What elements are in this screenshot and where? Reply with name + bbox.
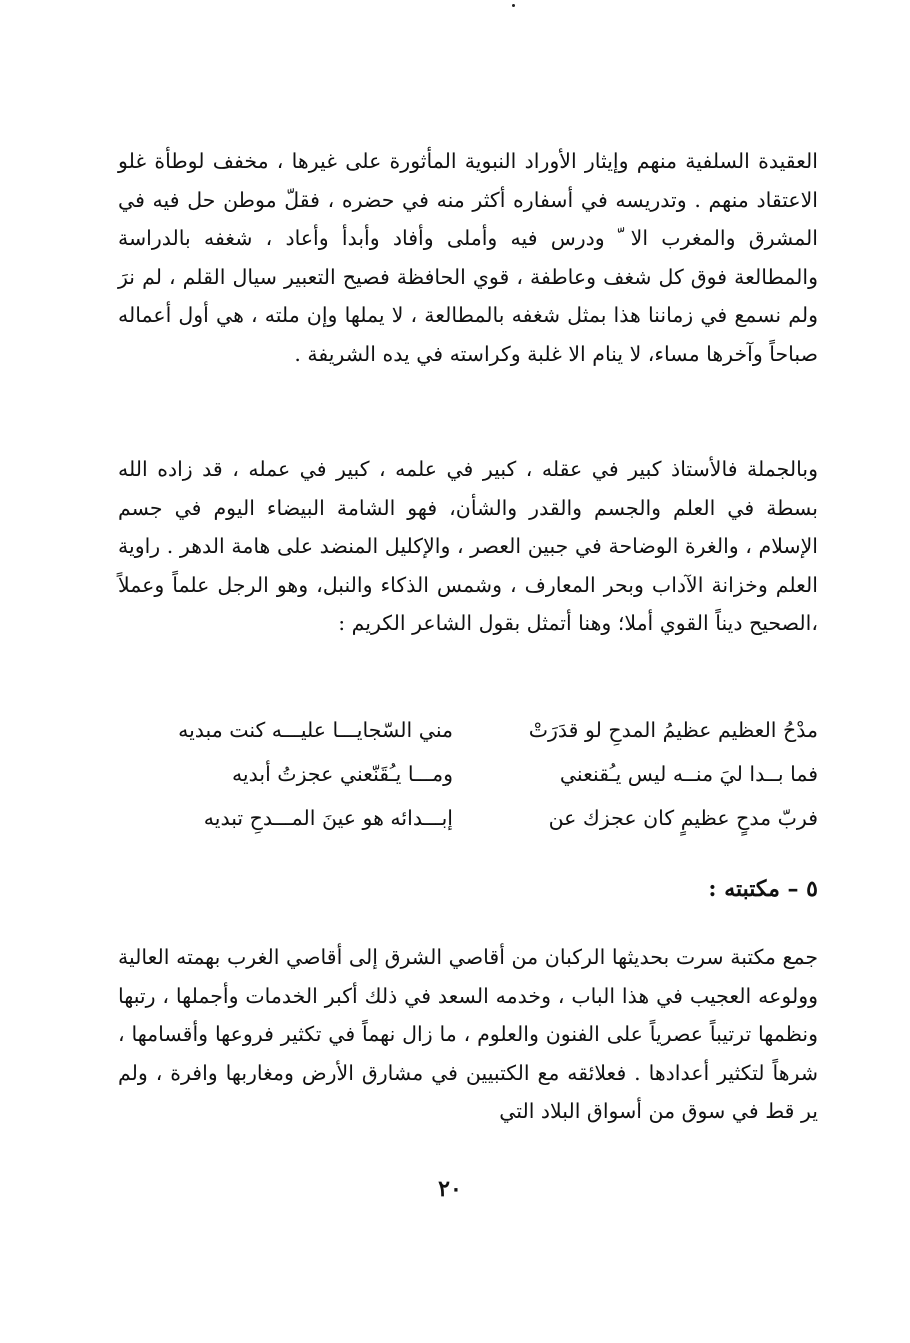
poem-verses — [118, 708, 818, 840]
paragraph-library — [118, 938, 818, 1131]
top-dot-mark — [512, 4, 515, 7]
poem-verse — [118, 796, 818, 840]
poem-verse — [118, 708, 818, 752]
paragraph-text: العقيدة السلفية منهم وإيثار الأوراد النبوية المأثورة على غيرها ، مخفف لوطأة غلو الاعتقاد منهم . وتدريسه في أسفاره أكثر منه في حضره ، فقلّ موطن حل فيه في المشرق والمغرب الا ّ ودرس فيه وأملى وأفاد وأبدأ وأعاد ، شغفه بالدراسة والمطالعة فوق كل شغف وعاطفة ، قوي الحافظة فصيح التعبير سيال القلم ، لم نرَ ولم نسمع في زماننا هذا بمثل شغفه بالمطالعة ، لا يملها وإن ملته ، هي أول أعماله صباحاً وآخرها مساء، لا ينام الا غلبة وكراسته في يده الشريفة . — [118, 149, 818, 366]
poem-second-hemistich: مني السّجايـــا عليـــه كنت مبديه — [178, 718, 453, 742]
poem-second-hemistich: إبـــدائه هو عينَ المـــدحِ تبديه — [203, 806, 453, 830]
poem-verse — [118, 752, 818, 796]
paragraph-summary-praise — [118, 450, 818, 643]
poem-first-hemistich: فما بــدا ليَ منــه ليس يـُقنعني — [559, 762, 818, 786]
page-number: ٢٠ — [438, 1176, 462, 1202]
paragraph-text: جمع مكتبة سرت بحديثها الركبان من أقاصي الشرق إلى أقاصي الغرب بهمته العالية وولوعه العجيب في هذا الباب ، وخدمه السعد في ذلك أكبر الخدمات وأجملها ، رتبها ونظمها ترتيباً عصرياً على الفنون والعلوم ، ما زال نهماً في تكثير فروعها وأقسامها ، شرهاً لتكثير أعدادها . فعلائقه مع الكتبيين في مشارق الأرض ومغاربها وافرة ، ولم ير قط في سوق من أسواق البلاد التي — [118, 945, 818, 1123]
poem-second-hemistich: ومـــا يـُقَنّعني عجزتُ أبديه — [231, 762, 453, 786]
paragraph-biography-study — [118, 142, 818, 373]
paragraph-text: وبالجملة فالأستاذ كبير في عقله ، كبير في علمه ، كبير في عمله ، قد زاده الله بسطة في العلم والجسم والقدر والشأن، فهو الشامة البيضاء اليوم في جسم الإسلام ، والغرة الوضاحة في جبين العصر ، والإكليل المنضد على هامة الدهر . راوية العلم وخزانة الآداب وبحر المعارف ، وشمس الذكاء والنبل، وهو الرجل علماً وعملاً ،الصحيح ديناً القوي أملا؛ وهنا أتمثل بقول الشاعر الكريم : — [118, 457, 818, 635]
section-heading-library: ٥ – مكتبته : — [708, 876, 818, 902]
poem-first-hemistich: فربّ مدحٍ عظيمٍ كان عجزك عن — [548, 806, 818, 830]
poem-first-hemistich: مدْحُ العظيم عظيمُ المدحِ لو قدَرَتْ — [528, 718, 818, 742]
